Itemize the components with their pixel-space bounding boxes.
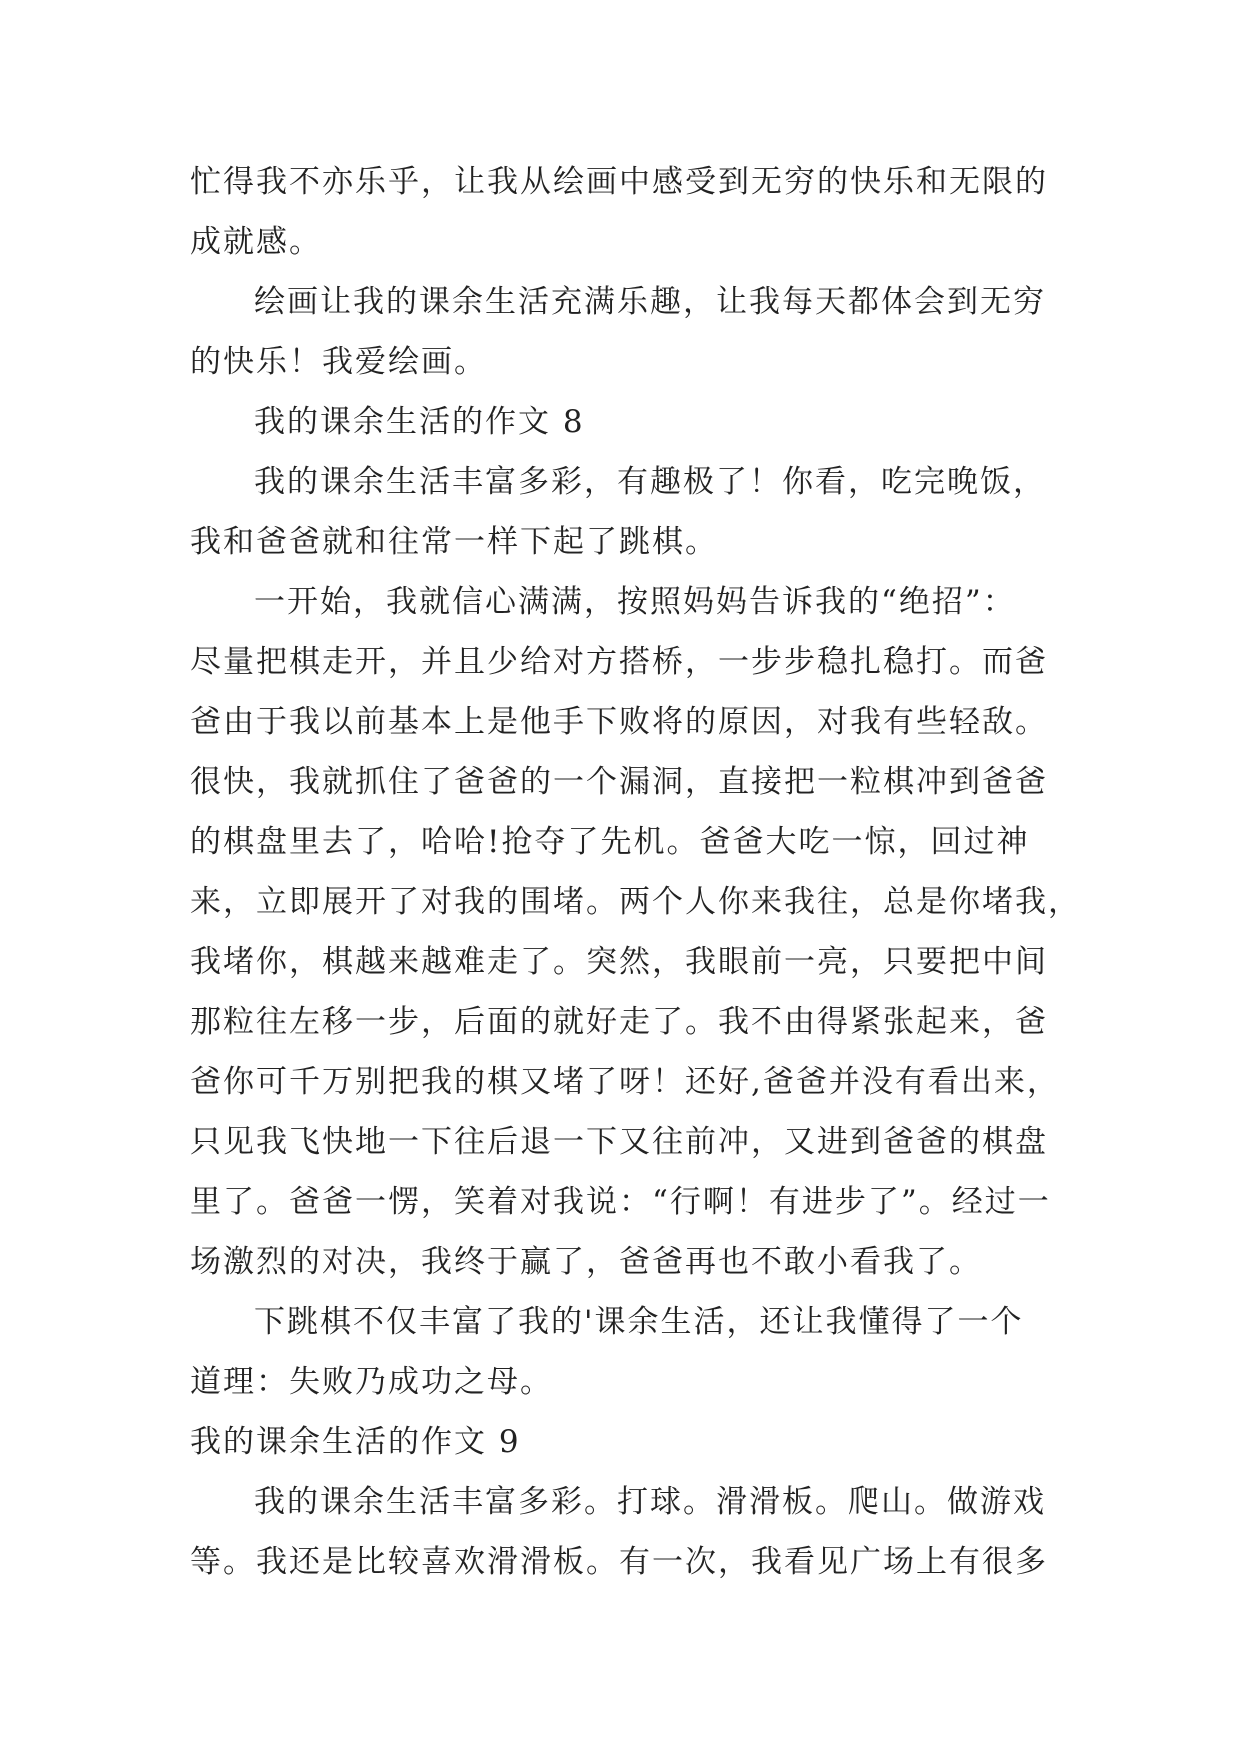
section-heading: 我的课余生活的作文 9 xyxy=(190,1424,521,1460)
text-line: 我和爸爸就和往常一样下起了跳棋。 xyxy=(190,524,718,560)
text-line: 等。我还是比较喜欢滑滑板。有一次，我看见广场上有很多 xyxy=(190,1544,1048,1580)
text-line: 道理：失败乃成功之母。 xyxy=(190,1364,553,1400)
text-line: 我的课余生活丰富多彩，有趣极了！你看，吃完晚饭， xyxy=(254,464,1046,500)
text-line: 爸你可千万别把我的棋又堵了呀！还好,爸爸并没有看出来， xyxy=(190,1064,1060,1100)
text-line: 我的课余生活丰富多彩。打球。滑滑板。爬山。做游戏 xyxy=(254,1484,1046,1520)
text-line: 的棋盘里去了，哈哈!抢夺了先机。爸爸大吃一惊，回过神 xyxy=(190,824,1030,860)
text-line: 忙得我不亦乐乎，让我从绘画中感受到无穷的快乐和无限的 xyxy=(190,164,1048,200)
text-line: 一开始，我就信心满满，按照妈妈告诉我的“绝招”： xyxy=(254,584,1016,620)
text-line: 的快乐！我爱绘画。 xyxy=(190,344,487,380)
text-line: 成就感。 xyxy=(190,224,322,260)
text-line: 很快，我就抓住了爸爸的一个漏洞，直接把一粒棋冲到爸爸 xyxy=(190,764,1048,800)
section-heading: 我的课余生活的作文 8 xyxy=(254,404,585,440)
text-line: 里了。爸爸一愣，笑着对我说：“行啊！有进步了”。经过一 xyxy=(190,1184,1051,1220)
text-line: 来，立即展开了对我的围堵。两个人你来我往，总是你堵我， xyxy=(190,884,1081,920)
text-line: 我堵你，棋越来越难走了。突然，我眼前一亮，只要把中间 xyxy=(190,944,1048,980)
text-line: 尽量把棋走开，并且少给对方搭桥，一步步稳扎稳打。而爸 xyxy=(190,644,1048,680)
text-line: 只见我飞快地一下往后退一下又往前冲，又进到爸爸的棋盘 xyxy=(190,1124,1048,1160)
text-line: 下跳棋不仅丰富了我的'课余生活，还让我懂得了一个 xyxy=(254,1304,1024,1340)
text-line: 爸由于我以前基本上是他手下败将的原因，对我有些轻敌。 xyxy=(190,704,1048,740)
text-line: 绘画让我的课余生活充满乐趣，让我每天都体会到无穷 xyxy=(254,284,1046,320)
text-line: 那粒往左移一步，后面的就好走了。我不由得紧张起来，爸 xyxy=(190,1004,1048,1040)
text-line: 场激烈的对决，我终于赢了，爸爸再也不敢小看我了。 xyxy=(190,1244,982,1280)
